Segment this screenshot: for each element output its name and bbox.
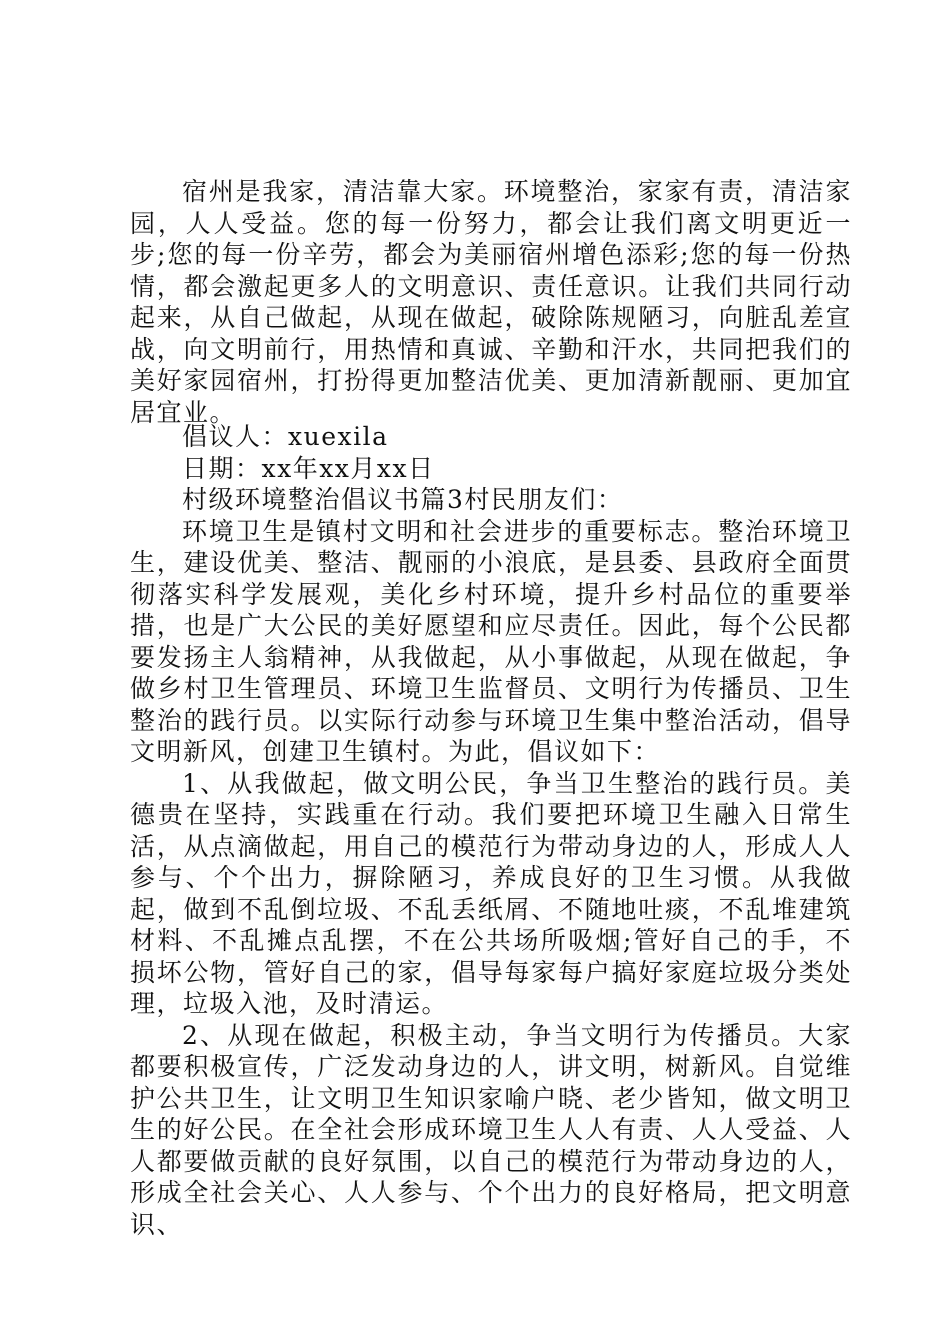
main-section (130, 421, 852, 1240)
intro-paragraph: 宿州是我家，清洁靠大家。环境整治，家家有责，清洁家园，人人受益。您的每一份努力，都会让我们离文明更近一步;您的每一份辛劳，都会为美丽宿州增色添彩;您的每一份热情，都会激起更多人的文明意识、责任意识。让我们共同行动起来，从自己做起，从现在做起，破除陈规陋习，向脏乱差宣战，向文明前行，用热情和真诚、辛勤和汗水，共同把我们的美好家园宿州，打扮得更加整洁优美、更加清新靓丽、更加宜居宜业。 (130, 177, 852, 427)
proposal-item-1: 1、从我做起，做文明公民，争当卫生整治的践行员。美德贵在坚持，实践重在行动。我们要把环境卫生融入日常生活，从点滴做起，用自己的模范行为带动身边的人，形成人人参与、个个出力，摒除陋习，养成良好的卫生习惯。从我做起，做到不乱倒垃圾、不乱丢纸屑、不随地吐痰，不乱堆建筑材料、不乱摊点乱摆，不在公共场所吸烟;管好自己的手，不损坏公物，管好自己的家，倡导每家每户搞好家庭垃圾分类处理，垃圾入池，及时清运。 (130, 768, 852, 1018)
proposal-item-2: 2、从现在做起，积极主动，争当文明行为传播员。大家都要积极宣传，广泛发动身边的人，讲文明，树新风。自觉维护公共卫生，让文明卫生知识家喻户晓、老少皆知，做文明卫生的好公民。在全社会形成环境卫生人人有责、人人受益、人人都要做贡献的良好氛围，以自己的模范行为带动身边的人，形成全社会关心、人人参与、个个出力的良好格局，把文明意识、 (130, 1020, 852, 1239)
date-line: 日期：xx年xx月xx日 (182, 453, 435, 483)
body-paragraph: 环境卫生是镇村文明和社会进步的重要标志。整治环境卫生，建设优美、整洁、靓丽的小浪底，是县委、县政府全面贯彻落实科学发展观，美化乡村环境，提升乡村品位的重要举措，也是广大公民的美好愿望和应尽责任。因此，每个公民都要发扬主人翁精神，从我做起，从小事做起，从现在做起，争做乡村卫生管理员、环境卫生监督员、文明行为传播员、卫生整治的践行员。以实际行动参与环境卫生集中整治活动，倡导文明新风，创建卫生镇村。为此，倡议如下： (130, 516, 852, 766)
section-heading: 村级环境整治倡议书篇3村民朋友们： (182, 485, 624, 514)
signatory-line: 倡议人：xuexila (182, 422, 389, 451)
intro-section (130, 176, 852, 428)
